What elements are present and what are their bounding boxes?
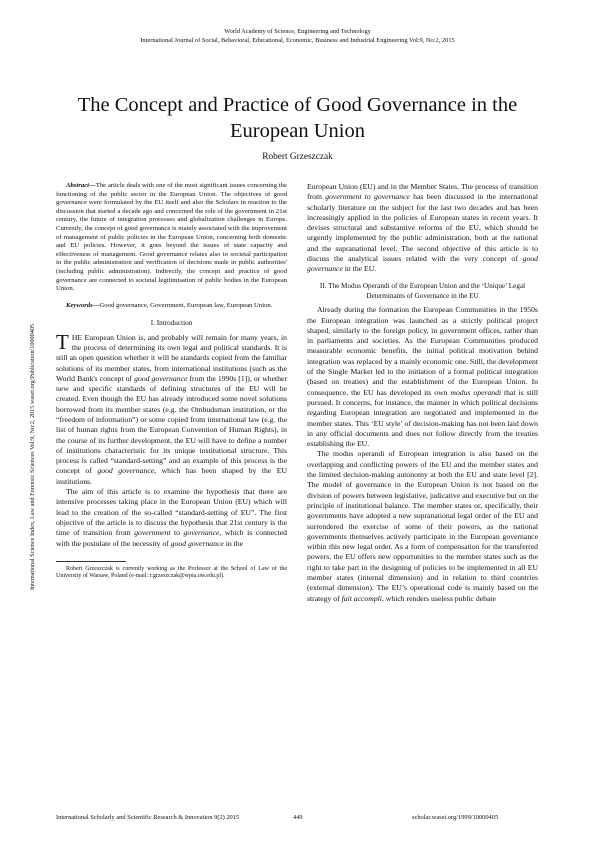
intro-p2-italic-2: governance xyxy=(183,528,220,538)
intro-p2-text-d: in the xyxy=(223,538,244,548)
footer-journal: International Scholarly and Scientific Research & Innovation 9(2) 2015 xyxy=(56,814,240,821)
intro-p1-text-c: , which has been shaped by the EU institutions. xyxy=(56,466,287,486)
keywords-label: Keywords— xyxy=(66,301,100,309)
keywords-text: Good governance, Government, European law, European Union. xyxy=(99,301,273,309)
intro-p2-text-c: , which is connected with the postulate of the necessity of xyxy=(56,528,287,548)
intro-p1-italic-2: good governance xyxy=(97,466,155,476)
footer-page-number: 449 xyxy=(293,814,303,821)
right-p1-text-b: that is still pursued. It concerns, for instance, the manner in which political decisions regarding European integration are negotiated and implemented in the member states. This ‘EU style’ of decision-making has not been laid down in any official documents and does not follow directly from the treaties establishing the EU. xyxy=(307,387,538,449)
journal-header-line2: International Journal of Social, Behavioral, Educational, Economic, Business and Industrial Engineering Vol:9, No:2, 2015 xyxy=(140,37,455,44)
right-p2-text-b: , which renders useless public debate xyxy=(381,593,496,603)
intro-paragraph-2 xyxy=(56,487,287,549)
abstract xyxy=(56,182,287,294)
right-p0-text-c: in the EU. xyxy=(342,264,377,274)
right-p2-text-a: The modus operandi of European integration is also based on the overlapping and conflicting powers of the EU and the member states and the limited decision-making autonomy at both the EU and state level [2]. The model of governance in the European Union is not based on the division of powers between legislative, judicative and executive but on the principle of institutional balance. The member states or, specifically, their governments have adopted a new supranational legal order of the EU and surrendered the exercise of some of their powers, as the national governments themselves actively participate in the European governance within this new legal order. As a form of compensation for the transferred powers, the EU offers new opportunities to the member states such as the right to take part in the designing of policies to be implemented in all EU member states (internal dimension) and in relation to third countries (external dimension). The EU’s operational code is mainly based on the strategy of xyxy=(307,449,538,603)
author-footnote: Robert Grzeszczak is currently working as the Professor at the School of Law of the University of Warsaw, Poland (e-mail: r.grzeszczak@wpia.uw.edu.pl). xyxy=(56,565,287,580)
paper-author: Robert Grzeszczak xyxy=(262,152,333,162)
journal-header-line1: World Academy of Science, Engineering and Technology xyxy=(224,28,371,35)
intro-p1-text-b: from the 1990s [1]), or whether new and specific standards of defining structures of the EU will be created. Even though the EU has already introduced some novel solutions borrowed from its member states (e.g. the Ombudsman institution, or the “freedom of information”) or some copied from international law (e.g. the list of human rights from the European Convention of Human Rights), in the course of its further development, the EU will have to define a number of institutions characteristic for its unique institutional structure. This process is called “standard-setting” and an example of this process is the concept of xyxy=(56,373,287,476)
right-p0-italic-1: government to governance xyxy=(325,192,410,202)
right-p1-italic: modus operandi xyxy=(450,387,502,397)
paper-title: The Concept and Practice of Good Governance in the European Union xyxy=(77,94,518,142)
left-column xyxy=(56,182,287,581)
drop-cap: T xyxy=(56,329,69,354)
keywords xyxy=(56,302,287,311)
right-paragraph-2 xyxy=(307,449,538,603)
right-p0-italic-2: good governance xyxy=(307,254,538,274)
intro-p2-text-a: The aim of this article is to examine the hypothesis that there are intensive processes taking place in the European Union (EU) which will lead to the creation of the so-called “standard-setting of EU”. The first objective of the article is to discuss the hypothesis that 21st century is the time of transition from xyxy=(56,487,287,538)
footer-url: scholar.waset.org/1999/10000405 xyxy=(412,814,499,821)
section-heading-introduction: I. Introduction xyxy=(150,319,193,328)
abstract-label: Abstract— xyxy=(66,182,96,189)
intro-p2-italic-3: good governance xyxy=(170,538,224,548)
right-paragraph-0 xyxy=(307,182,538,275)
right-paragraph-1 xyxy=(307,305,538,449)
section-heading-modus-operandi: II. The Modus Operandi of the European Union and the ‘Unique’ Legal Determinants of Governance in the EU xyxy=(319,281,526,300)
right-p0-text-a: European Union (EU) and in the Member States. The process of transition from xyxy=(307,182,538,202)
intro-p1-text-a: HE European Union is, and probably will remain for many years, in the process of determining its own legal and political standards. It is still an open question whether it will be standards copied from the familiar solutions of its member states, from international institutions (such as the World Bank's concept of xyxy=(56,332,287,383)
footnote-divider xyxy=(56,561,126,562)
abstract-text: The article deals with one of the most significant issues concerning the functioning of the public sector in the European Union. The objectives of good governance were formulated by the EU itself and also the Scholars in reaction to the discussion that started a decade ago and concerned the role of the government in 21st century, the future of integration processes and globalization challenges in Europe. Currently, the concept of good governance is mainly associated with the improvement of management of public policies in the European Union, concerning both domestic and EU policies. However, it goes beyond the issues of state capacity and effectiveness of management. Good governance relates also to societal participation in the public administration and verification of decisions made in public authorities' (including public administration). Indirectly, the concept and practice of good governance are connected to societal legitimisation of public bodies in the European Union. xyxy=(56,182,287,293)
intro-p2-italic-1: government xyxy=(134,528,171,538)
intro-p2-text-b: to xyxy=(170,528,184,538)
intro-p1-italic: good governance xyxy=(134,373,188,383)
index-sidebar: International Science Index, Law and Forensic Sciences Vol:9, No:2, 2015 waset.org/Publication/10000405 xyxy=(29,323,36,590)
right-p0-text-b: has been discussed in the international scholarly literature on the subject for the last two decades and has been increasingly applied in the policies of European states in recent years. It devises structural and substantive reforms of the EU, which should be urgently implemented by the public administration, both at the national and the supranational level. The second objective of this article is to discuss the analytical issues related with the very concept of xyxy=(307,192,538,264)
right-p1-text-a: Already during the formation the European Communities in the 1950s the European integration was launched as a strictly political project shaped, similarly to the foreign policy, in government offices, rather than in parliaments and societies. As the European Communities produced measurable economic benefits, the initial political motivation behind integration was replaced by a mainly economic one. Still, the development of the Single Market led to the initiation of a formal political integration (based on treaties) and the establishment of the European Union. In consequence, the EU has developed its own xyxy=(307,305,538,397)
right-column xyxy=(307,182,538,604)
intro-paragraph-1 xyxy=(56,329,287,487)
right-p2-italic: fait accompli xyxy=(341,593,382,603)
